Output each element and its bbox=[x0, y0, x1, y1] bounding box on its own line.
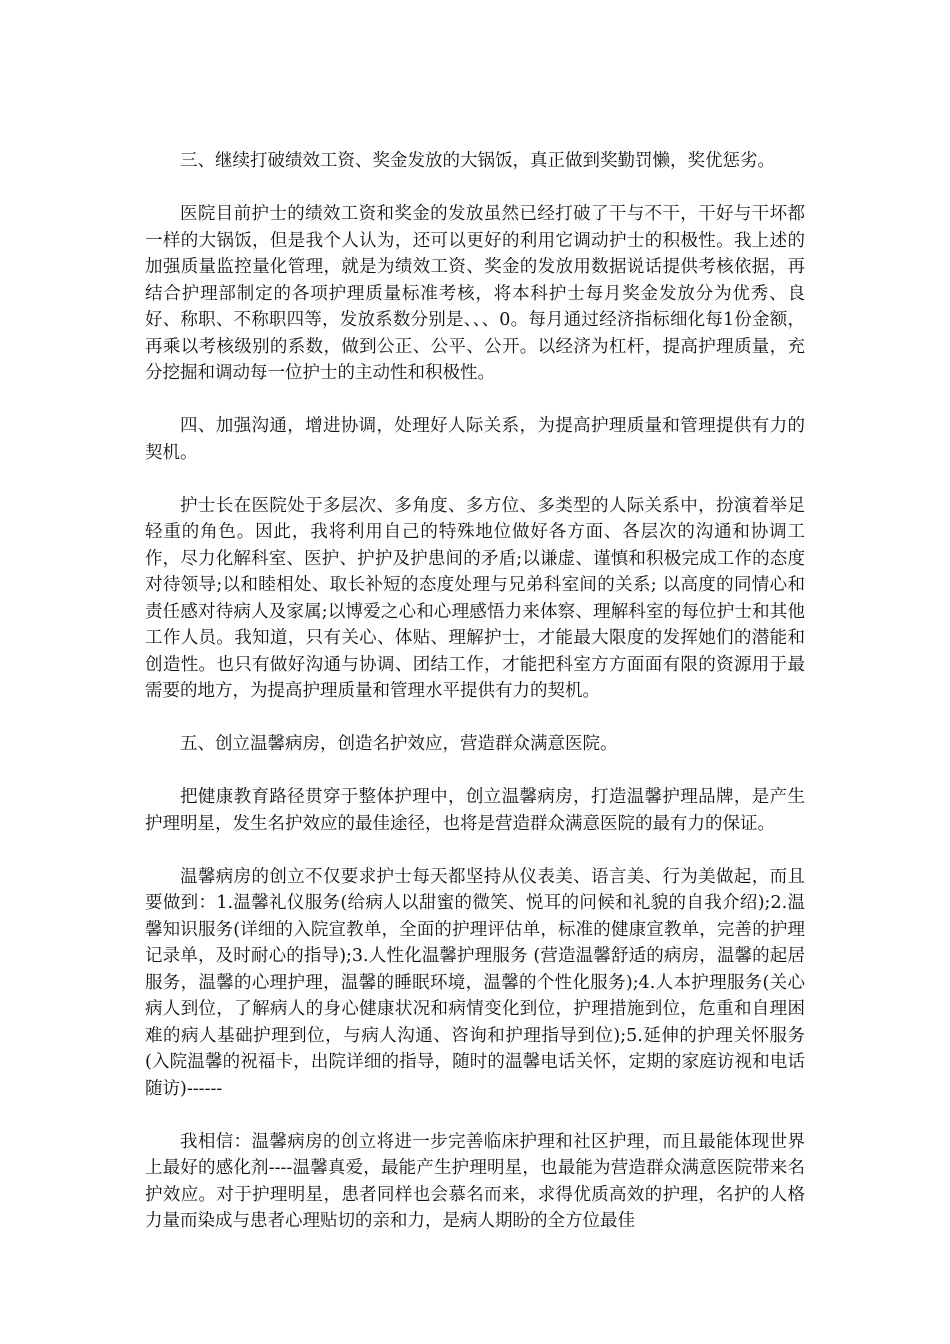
paragraph-health-education: 把健康教育路径贯穿于整体护理中，创立温馨病房，打造温馨护理品牌，是产生护理明星，发生名护效应的最佳途径，也将是营造群众满意医院的最有力的保证。 bbox=[145, 787, 805, 834]
paragraph-communication: 护士长在医院处于多层次、多角度、多方位、多类型的人际关系中，扮演着举足轻重的角色。因此，我将利用自己的特殊地位做好各方面、各层次的沟通和协调工作，尽力化解科室、医护、护护及护患间的矛盾;以谦虚、谨慎和积极完成工作的态度对待领导;以和睦相处、取长补短的态度处理与兄弟科室间的关系; 以高度的同情心和责任感对待病人及家属;以博爱之心和心理感悟力来体察、理解科室的每位护士和其他工作人员。我知道，只有关心、体贴、理解护士，才能最大限度的发挥她们的潜能和创造性。也只有做好沟通与协调、团结工作，才能把科室方方面面有限的资源用于最需要的地方，为提高护理质量和管理水平提供有力的契机。 bbox=[145, 495, 805, 701]
section-heading-4: 四、加强沟通，增进协调，处理好人际关系，为提高护理质量和管理提供有力的契机。 bbox=[145, 416, 805, 463]
paragraph-conclusion: 我相信：温馨病房的创立将进一步完善临床护理和社区护理，而且最能体现世界上最好的感化剂----温馨真爱，最能产生护理明星，也最能为营造群众满意医院带来名护效应。对于护理明星，患者同样也会慕名而来，求得优质高效的护理，名护的人格力量而染成与患者心理贴切的亲和力，是病人期盼的全方位最佳 bbox=[145, 1131, 805, 1231]
document-body bbox=[145, 148, 805, 1235]
paragraph-performance-pay: 医院目前护士的绩效工资和奖金的发放虽然已经打破了干与不干，干好与干坏都一样的大锅饭，但是我个人认为，还可以更好的利用它调动护士的积极性。我上述的加强质量监控量化管理，就是为绩效工资、奖金的发放用数据说话提供考核依据，再结合护理部制定的各项护理质量标准考核，将本科护士每月奖金发放分为优秀、良好、称职、不称职四等，发放系数分别是、、、0。每月通过经济指标细化每1份金额，再乘以考核级别的系数，做到公正、公平、公开。以经济为杠杆，提高护理质量，充分挖掘和调动每一位护士的主动性和积极性。 bbox=[145, 204, 805, 383]
section-heading-3: 三、继续打破绩效工资、奖金发放的大锅饭，真正做到奖勤罚懒，奖优惩劣。 bbox=[180, 151, 775, 171]
section-heading-5: 五、创立温馨病房，创造名护效应，营造群众满意医院。 bbox=[180, 734, 618, 754]
paragraph-warm-ward-services: 温馨病房的创立不仅要求护士每天都坚持从仪表美、语言美、行为美做起，而且要做到：1.温馨礼仪服务(给病人以甜蜜的微笑、悦耳的问候和礼貌的自我介绍);2.温馨知识服务(详细的入院宣教单，全面的护理评估单，标准的健康宣教单，完善的护理记录单，及时耐心的指导);3.人性化温馨护理服务 (营造温馨舒适的病房，温馨的起居服务，温馨的心理护理，温馨的睡眠环境，温馨的个性化服务);4.人本护理服务(关心病人到位，了解病人的身心健康状况和病情变化到位，护理措施到位，危重和自理困难的病人基础护理到位，与病人沟通、咨询和护理指导到位);5.延伸的护理关怀服务(入院温馨的祝福卡，出院详细的指导，随时的温馨电话关怀，定期的家庭访视和电话随访)------ bbox=[145, 866, 805, 1099]
